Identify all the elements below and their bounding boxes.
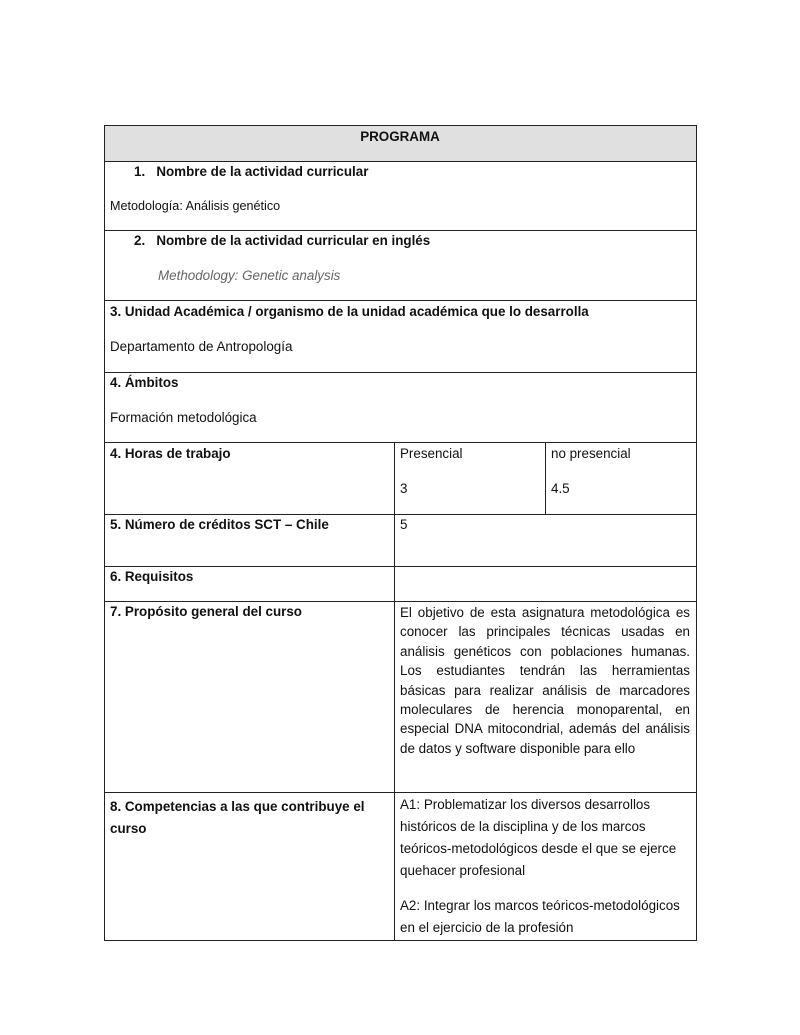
table-border [104,940,697,941]
purpose-text: El objetivo de esta asignatura metodológica es conocer las principales técnicas usadas en análisis genéticos con poblaciones humanas. Los estudiantes tendrán las herramientas básicas para realizar análisis de marcadores moleculares de herencia monoparental, en especial DNA mitocondrial, además del análisis de datos y software disponible para ello [400,605,690,756]
column-divider [545,442,546,514]
table-border [104,125,105,941]
no-presencial-label: no presencial [551,446,631,461]
section-1-value: Metodología: Análisis genético [110,199,281,213]
competencies-title: 8. Competencias a las que contribuye el curso [110,799,365,836]
competency-a1: A1: Problematizar los diversos desarrollos históricos de la disciplina y de los marcos teóricos-metodológicos desde el que se ejerce quehacer profesional [400,797,677,878]
section-2-title: 2. Nombre de la actividad curricular en inglés [134,233,431,248]
row-divider [104,300,697,301]
row-divider [104,442,697,443]
section-4-title: 4. Ámbitos [110,375,179,390]
section-1-title: 1. Nombre de la actividad curricular [134,164,369,179]
no-presencial-value: 4.5 [551,481,570,496]
section-4-value: Formación metodológica [110,410,257,425]
presencial-label: Presencial [400,446,463,461]
section-3-value: Departamento de Antropología [110,339,293,354]
table-border [696,125,697,941]
row-divider [104,514,697,515]
row-divider [104,566,697,567]
table-header: PROGRAMA [360,129,440,144]
section-2-value: Methodology: Genetic analysis [158,268,341,283]
competency-a2: A2: Integrar los marcos teóricos-metodológicos en el ejercicio de la profesión [400,898,680,935]
requirements-title: 6. Requisitos [110,569,194,584]
row-divider [104,372,697,373]
credits-value: 5 [400,517,408,532]
row-divider [104,161,697,162]
purpose-title: 7. Propósito general del curso [110,604,302,619]
section-3-title: 3. Unidad Académica / organismo de la unidad académica que lo desarrolla [110,304,589,319]
hours-title: 4. Horas de trabajo [110,446,231,461]
row-divider [104,230,697,231]
presencial-value: 3 [400,481,408,496]
column-divider [394,442,395,941]
credits-title: 5. Número de créditos SCT – Chile [110,517,329,532]
table-border [104,125,697,126]
